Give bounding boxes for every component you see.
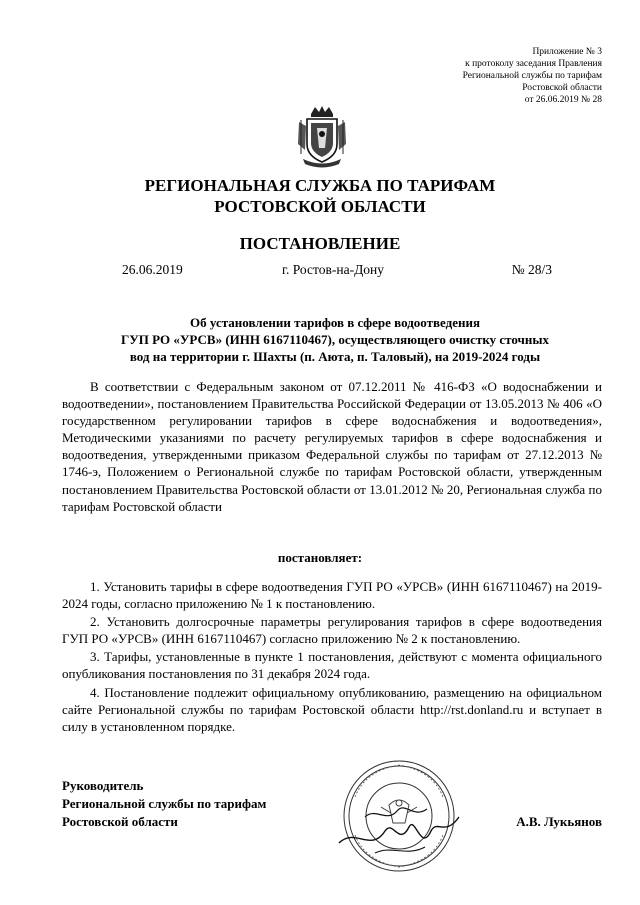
appendix-line: от 26.06.2019 № 28 [524,95,602,105]
subject-line: вод на территории г. Шахты (п. Аюта, п. Таловый), на 2019-2024 годы [129,349,541,364]
subject-line: Об установлении тарифов в сфере водоотведения [190,315,480,330]
signatory-position-line: Региональной службы по тарифам [62,796,267,811]
appendix-line: Приложение № 3 [532,47,602,57]
organization-title-line: РОСТОВСКОЙ ОБЛАСТИ [214,197,426,216]
official-seal-icon [335,757,463,875]
document-city: г. Ростов-на-Дону [282,262,385,277]
signatory-position-line: Руководитель [62,778,144,793]
appendix-line: к протоколу заседания Правления [465,59,602,69]
subject-line: ГУП РО «УРСВ» (ИНН 6167110467), осуществляющего очистку сточных [120,332,550,347]
organization-title [0,175,640,217]
document-type: ПОСТАНОВЛЕНИЕ [239,234,401,253]
signatory-position [62,777,266,831]
preamble-paragraph: В соответствии с Федеральным законом от 07.12.2011 № 416-ФЗ «О водоснабжении и водоотведении», постановлением Правительства Российской Федерации от 13.05.2013 № 406 «О государственном регулировании тарифов в сфере водоснабжения и водоотведения», Методическими указаниями по расчету регулируемых тарифов в сфере водоснабжения и водоотведения, утвержденными приказом Федеральной службы по тарифам от 27.12.2013 № 1746-э, Положением о Региональной службе по тарифам Ростовской области, утвержденным постановлением Правительства Ростовской области от 13.01.2012 № 20, Региональная служба по тарифам Ростовской области [62,379,602,514]
document-subject [70,314,600,365]
coat-of-arms-icon [293,104,351,170]
appendix-line: Региональной службы по тарифам [462,71,602,81]
signatory-position-line: Ростовской области [62,814,178,829]
decree-item: 4. Постановление подлежит официальному опубликованию, размещению на официальном сайте Региональной службы по тарифам Ростовской области http://rst.donland.ru и вступает в силу в установленном порядке. [62,684,602,734]
decree-items [62,578,602,736]
decree-item: 1. Установить тарифы в сфере водоотведения ГУП РО «УРСВ» (ИНН 6167110467) на 2019-2024 годы, согласно приложению № 1 к постановлению. [62,579,602,612]
decree-item: 2. Установить долгосрочные параметры регулирования тарифов в сфере водоотведения ГУП РО «УРСВ» (ИНН 6167110467) согласно приложению № 2 к постановлению. [62,614,602,647]
appendix-line: Ростовской области [522,83,602,93]
appendix-note [402,46,602,106]
document-date: 26.06.2019 [122,262,183,277]
decree-item: 3. Тарифы, установленные в пункте 1 постановления, действуют с момента официального опубликования постановления по 31 декабря 2024 года. [62,649,602,682]
document-meta [0,261,640,279]
organization-title-line: РЕГИОНАЛЬНАЯ СЛУЖБА ПО ТАРИФАМ [144,176,496,195]
decree-word: постановляет: [277,550,363,565]
signatory-name: А.В. Лукьянов [516,814,602,829]
document-number: № 28/3 [511,262,552,277]
